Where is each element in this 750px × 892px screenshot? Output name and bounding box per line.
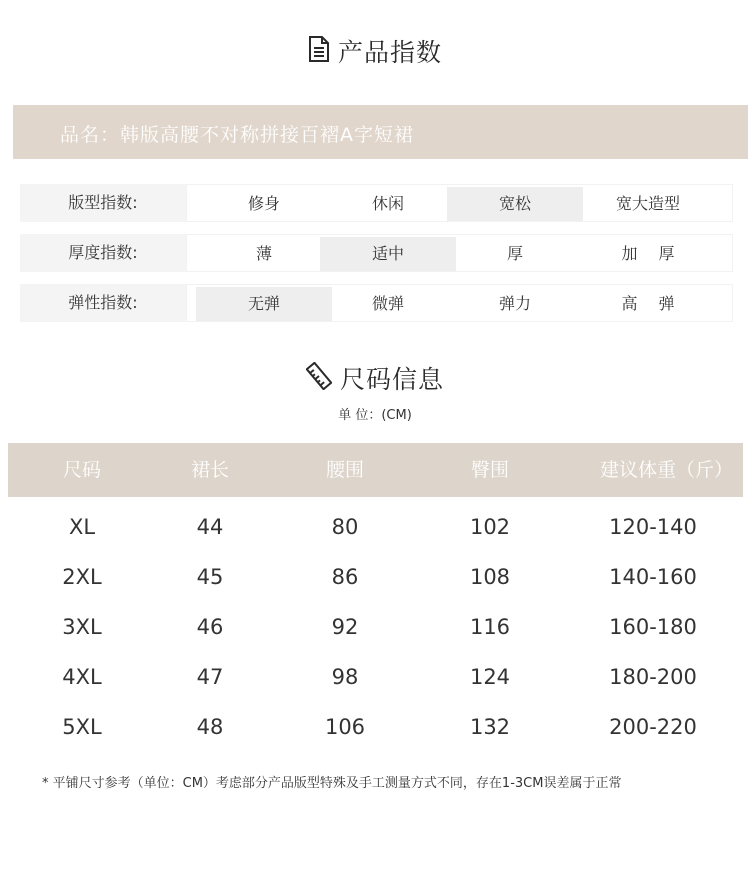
index-options [186, 184, 733, 222]
weight-cell: 200-220 [609, 715, 697, 739]
table-row [0, 652, 750, 702]
waist-cell: 80 [331, 515, 359, 539]
column-header: 臀围 [470, 459, 509, 481]
unit-label: 单 位：(CM) [338, 408, 412, 423]
page-title: 产品指数 [337, 38, 442, 67]
weight-cell: 140-160 [609, 565, 697, 589]
index-option: 休闲 [371, 194, 404, 213]
index-option: 修身 [247, 194, 280, 213]
length-cell: 44 [196, 515, 224, 539]
waist-cell: 86 [331, 565, 359, 589]
length-cell: 48 [196, 715, 224, 739]
table-row [0, 502, 750, 552]
fit-index-row [20, 184, 733, 222]
index-label: 版型指数: [20, 184, 186, 222]
product-index-title [0, 33, 750, 69]
hip-cell: 116 [469, 615, 511, 639]
table-row [0, 552, 750, 602]
index-option: 加 厚 [621, 244, 675, 263]
size-cell: 5XL [62, 715, 102, 739]
document-icon [308, 36, 330, 66]
ruler-icon [306, 362, 332, 394]
hip-cell: 132 [469, 715, 511, 739]
index-option: 微弹 [371, 294, 404, 313]
size-table-header [8, 443, 743, 497]
size-cell: 4XL [62, 665, 102, 689]
length-cell: 45 [196, 565, 224, 589]
index-option-selected: 宽松 [447, 187, 583, 221]
index-label: 厚度指数: [20, 234, 186, 272]
table-row [0, 602, 750, 652]
index-option-selected: 无弹 [196, 287, 332, 321]
column-header: 裙长 [190, 459, 229, 481]
product-name: 品名：韩版高腰不对称拼接百褶A字短裙 [60, 124, 414, 146]
size-cell: XL [68, 515, 96, 539]
index-option: 宽大造型 [615, 194, 680, 213]
weight-cell: 160-180 [609, 615, 697, 639]
index-option: 高 弹 [621, 294, 675, 313]
column-header: 腰围 [325, 459, 364, 481]
index-option: 厚 [506, 244, 523, 263]
index-options [186, 284, 733, 322]
elasticity-index-row [20, 284, 733, 322]
weight-cell: 180-200 [609, 665, 697, 689]
index-option: 弹力 [498, 294, 531, 313]
column-header: 建议体重（斤） [600, 459, 734, 481]
hip-cell: 108 [469, 565, 511, 589]
size-info-title [0, 360, 750, 396]
hip-cell: 102 [469, 515, 511, 539]
size-cell: 3XL [62, 615, 102, 639]
weight-cell: 120-140 [609, 515, 697, 539]
length-cell: 47 [196, 665, 224, 689]
size-cell: 2XL [62, 565, 102, 589]
waist-cell: 106 [324, 715, 366, 739]
index-option-selected: 适中 [320, 237, 456, 271]
hip-cell: 124 [469, 665, 511, 689]
thickness-index-row [20, 234, 733, 272]
column-header: 尺码 [62, 459, 101, 481]
table-row [0, 702, 750, 752]
index-options [186, 234, 733, 272]
waist-cell: 92 [331, 615, 359, 639]
product-name-bar [13, 105, 748, 159]
index-option: 薄 [255, 244, 272, 263]
index-label: 弹性指数: [20, 284, 186, 322]
length-cell: 46 [196, 615, 224, 639]
waist-cell: 98 [331, 665, 359, 689]
section-title: 尺码信息 [339, 365, 444, 394]
footnote: * 平铺尺寸参考（单位：CM）考虑部分产品版型特殊及手工测量方式不同，存在1-3CM误差属于正常 [42, 776, 622, 791]
